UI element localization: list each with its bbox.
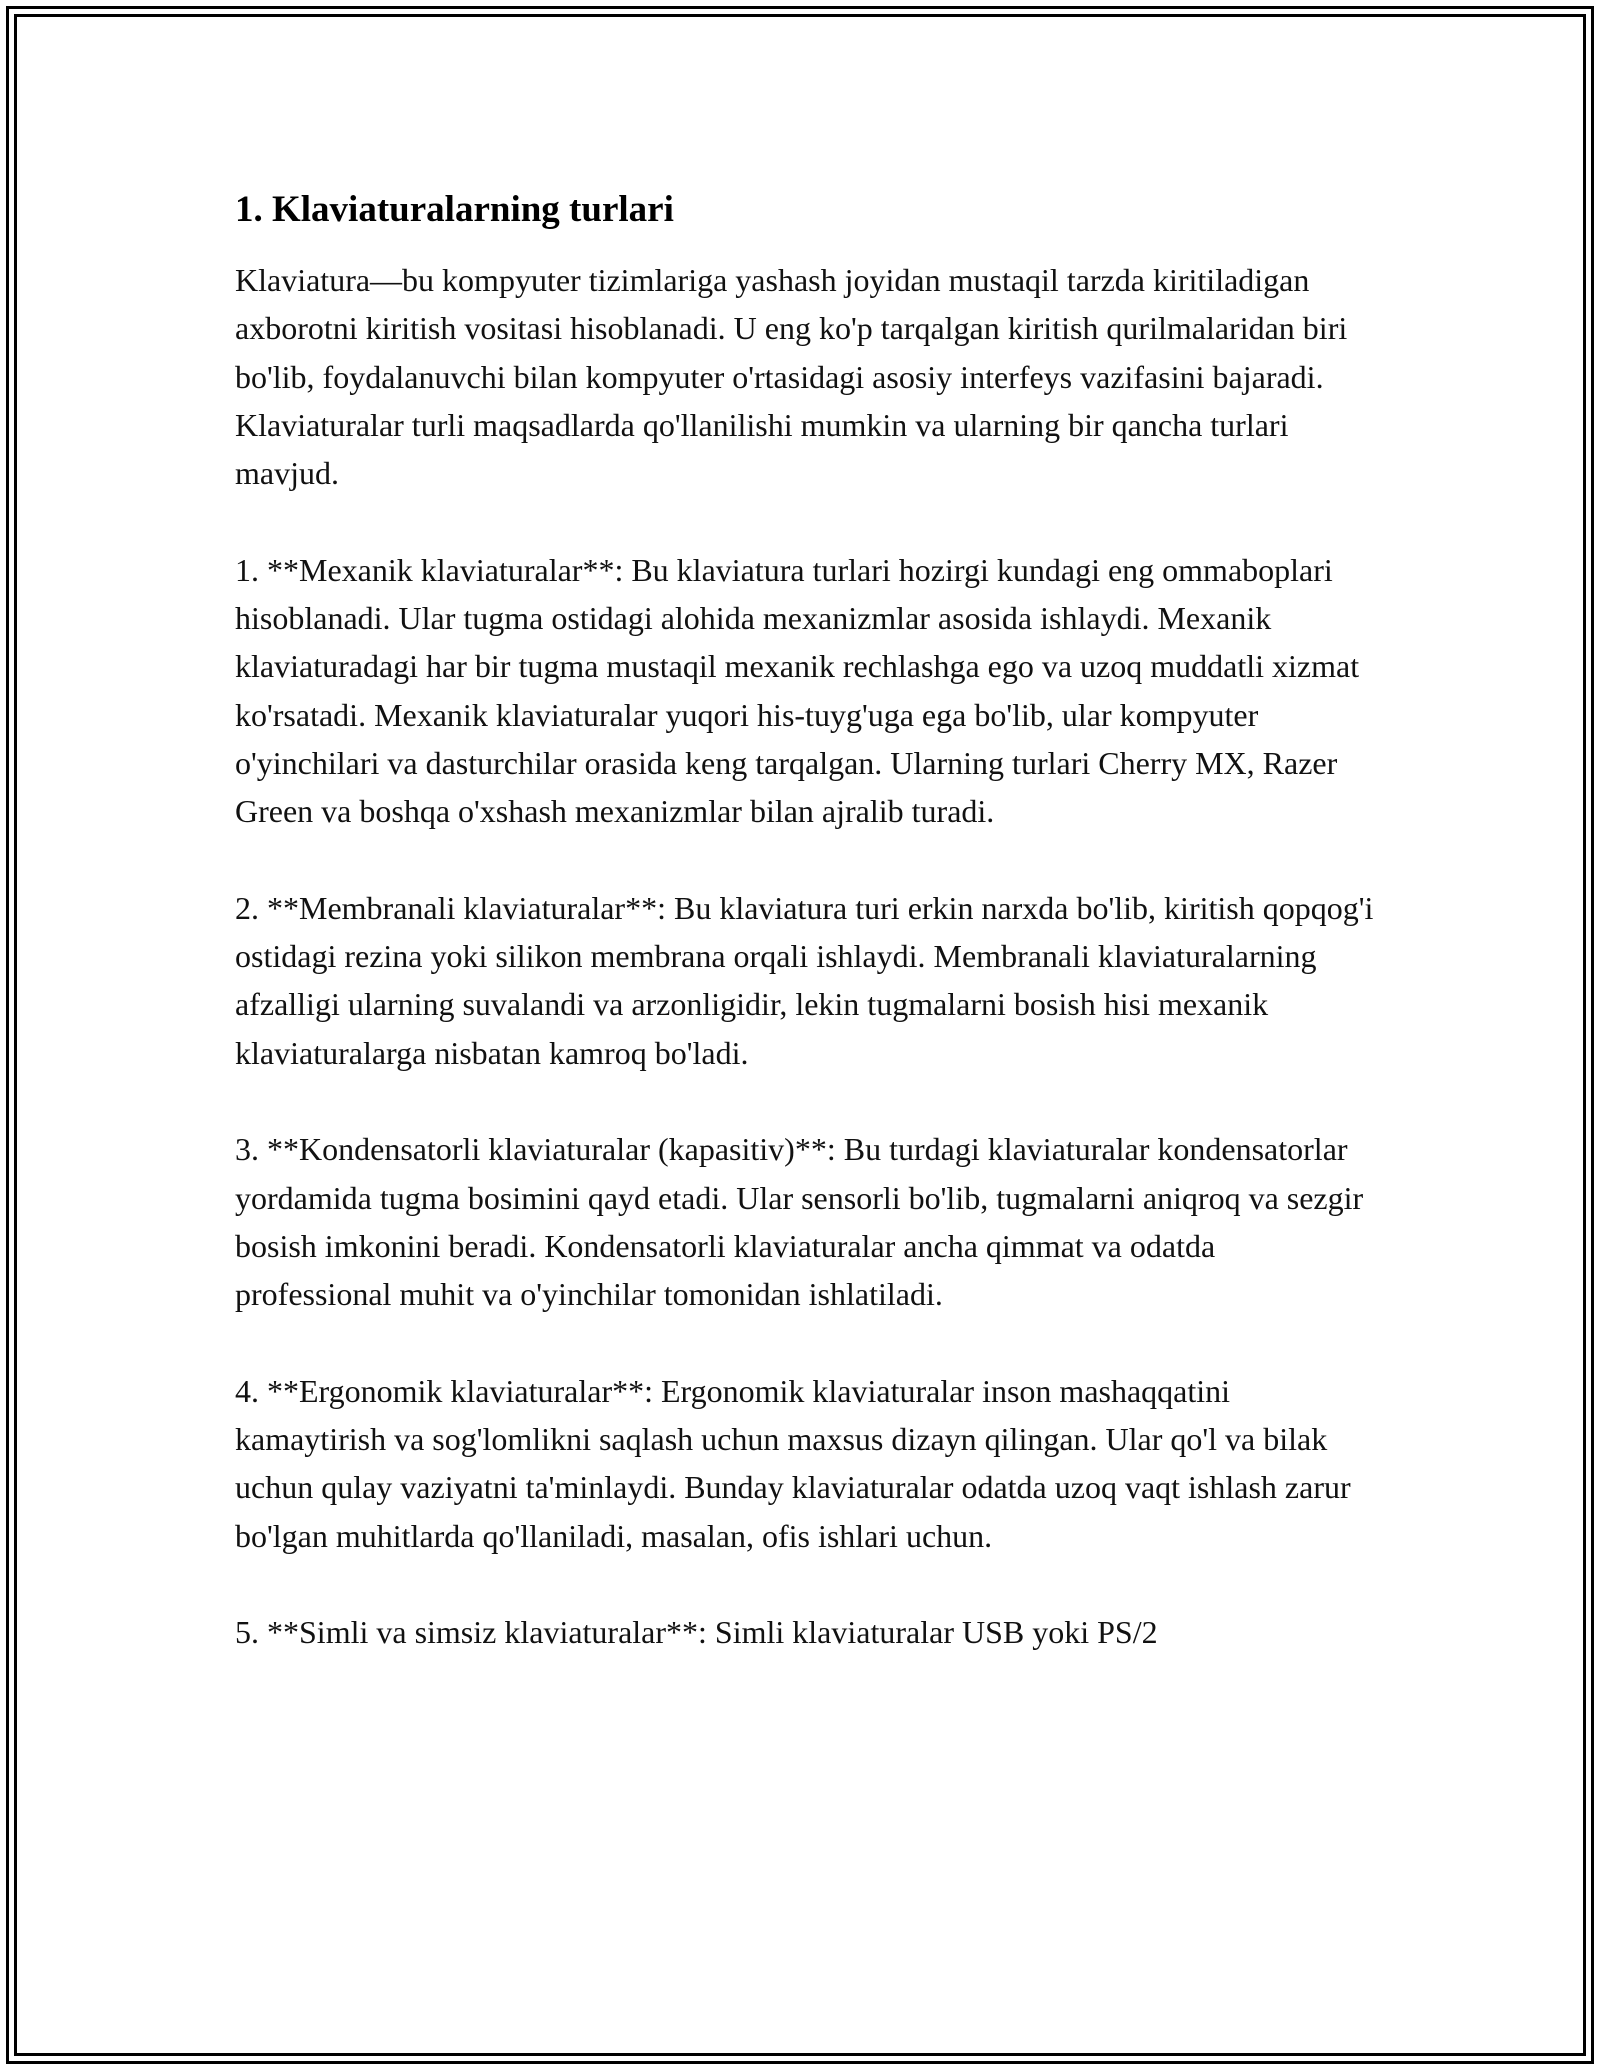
document-body — [235, 186, 1375, 1657]
page-title: 1. Klaviaturalarning turlari — [235, 189, 674, 230]
paragraph-intro: Klaviatura—bu kompyuter tizimlariga yashash joyidan mustaqil tarzda kiritiladigan axborotni kiritish vositasi hisoblanadi. U eng ko'p tarqalgan kiritish qurilmalaridan biri bo'lib, foydalanuvchi bilan kompyuter o'rtasidagi asosiy interfeys vazifasini bajaradi. Klaviaturalar turli maqsadlarda qo'llanilishi mumkin va ularning bir qancha turlari mavjud. — [235, 262, 1348, 492]
paragraph-mechanical-keyboards: 1. **Mexanik klaviaturalar**: Bu klaviatura turlari hozirgi kundagi eng ommaboplari hisoblanadi. Ular tugma ostidagi alohida mexanizmlar asosida ishlaydi. Mexanik klaviaturadagi har bir tugma mustaqil mexanik rechlashga ego va uzoq muddatli xizmat ko'rsatadi. Mexanik klaviaturalar yuqori his-tuyg'uga ega bo'lib, ular kompyuter o'yinchilari va dasturchilar orasida keng tarqalgan. Ularning turlari Cherry MX, Razer Green va boshqa o'xshash mexanizmlar bilan ajralib turadi. — [235, 551, 1360, 830]
paragraph-membrane-keyboards: 2. **Membranali klaviaturalar**: Bu klaviatura turi erkin narxda bo'lib, kiritish qopqog'i ostidagi rezina yoki silikon membrana orqali ishlaydi. Membranali klaviaturalarning afzalligi ularning suvalandi va arzonligidir, lekin tugmalarni bosish hisi mexanik klaviaturalarga nisbatan kamroq bo'ladi. — [235, 889, 1374, 1071]
paragraph-ergonomic-keyboards: 4. **Ergonomik klaviaturalar**: Ergonomik klaviaturalar inson mashaqqatini kamaytirish va sog'lomlikni saqlash uchun maxsus dizayn qilingan. Ular qo'l va bilak uchun qulay vaziyatni ta'minlaydi. Bunday klaviaturalar odatda uzoq vaqt ishlash zarur bo'lgan muhitlarda qo'llaniladi, masalan, ofis ishlari uchun. — [235, 1372, 1351, 1554]
paragraph-wired-wireless-keyboards: 5. **Simli va simsiz klaviaturalar**: Simli klaviaturalar USB yoki PS/2 — [235, 1614, 1158, 1651]
paragraph-capacitive-keyboards: 3. **Kondensatorli klaviaturalar (kapasitiv)**: Bu turdagi klaviaturalar kondensatorlar yordamida tugma bosimini qayd etadi. Ular sensorli bo'lib, tugmalarni aniqroq va sezgir bosish imkonini beradi. Kondensatorli klaviaturalar ancha qimmat va odatda professional muhit va o'yinchilar tomonidan ishlatiladi. — [235, 1131, 1364, 1313]
